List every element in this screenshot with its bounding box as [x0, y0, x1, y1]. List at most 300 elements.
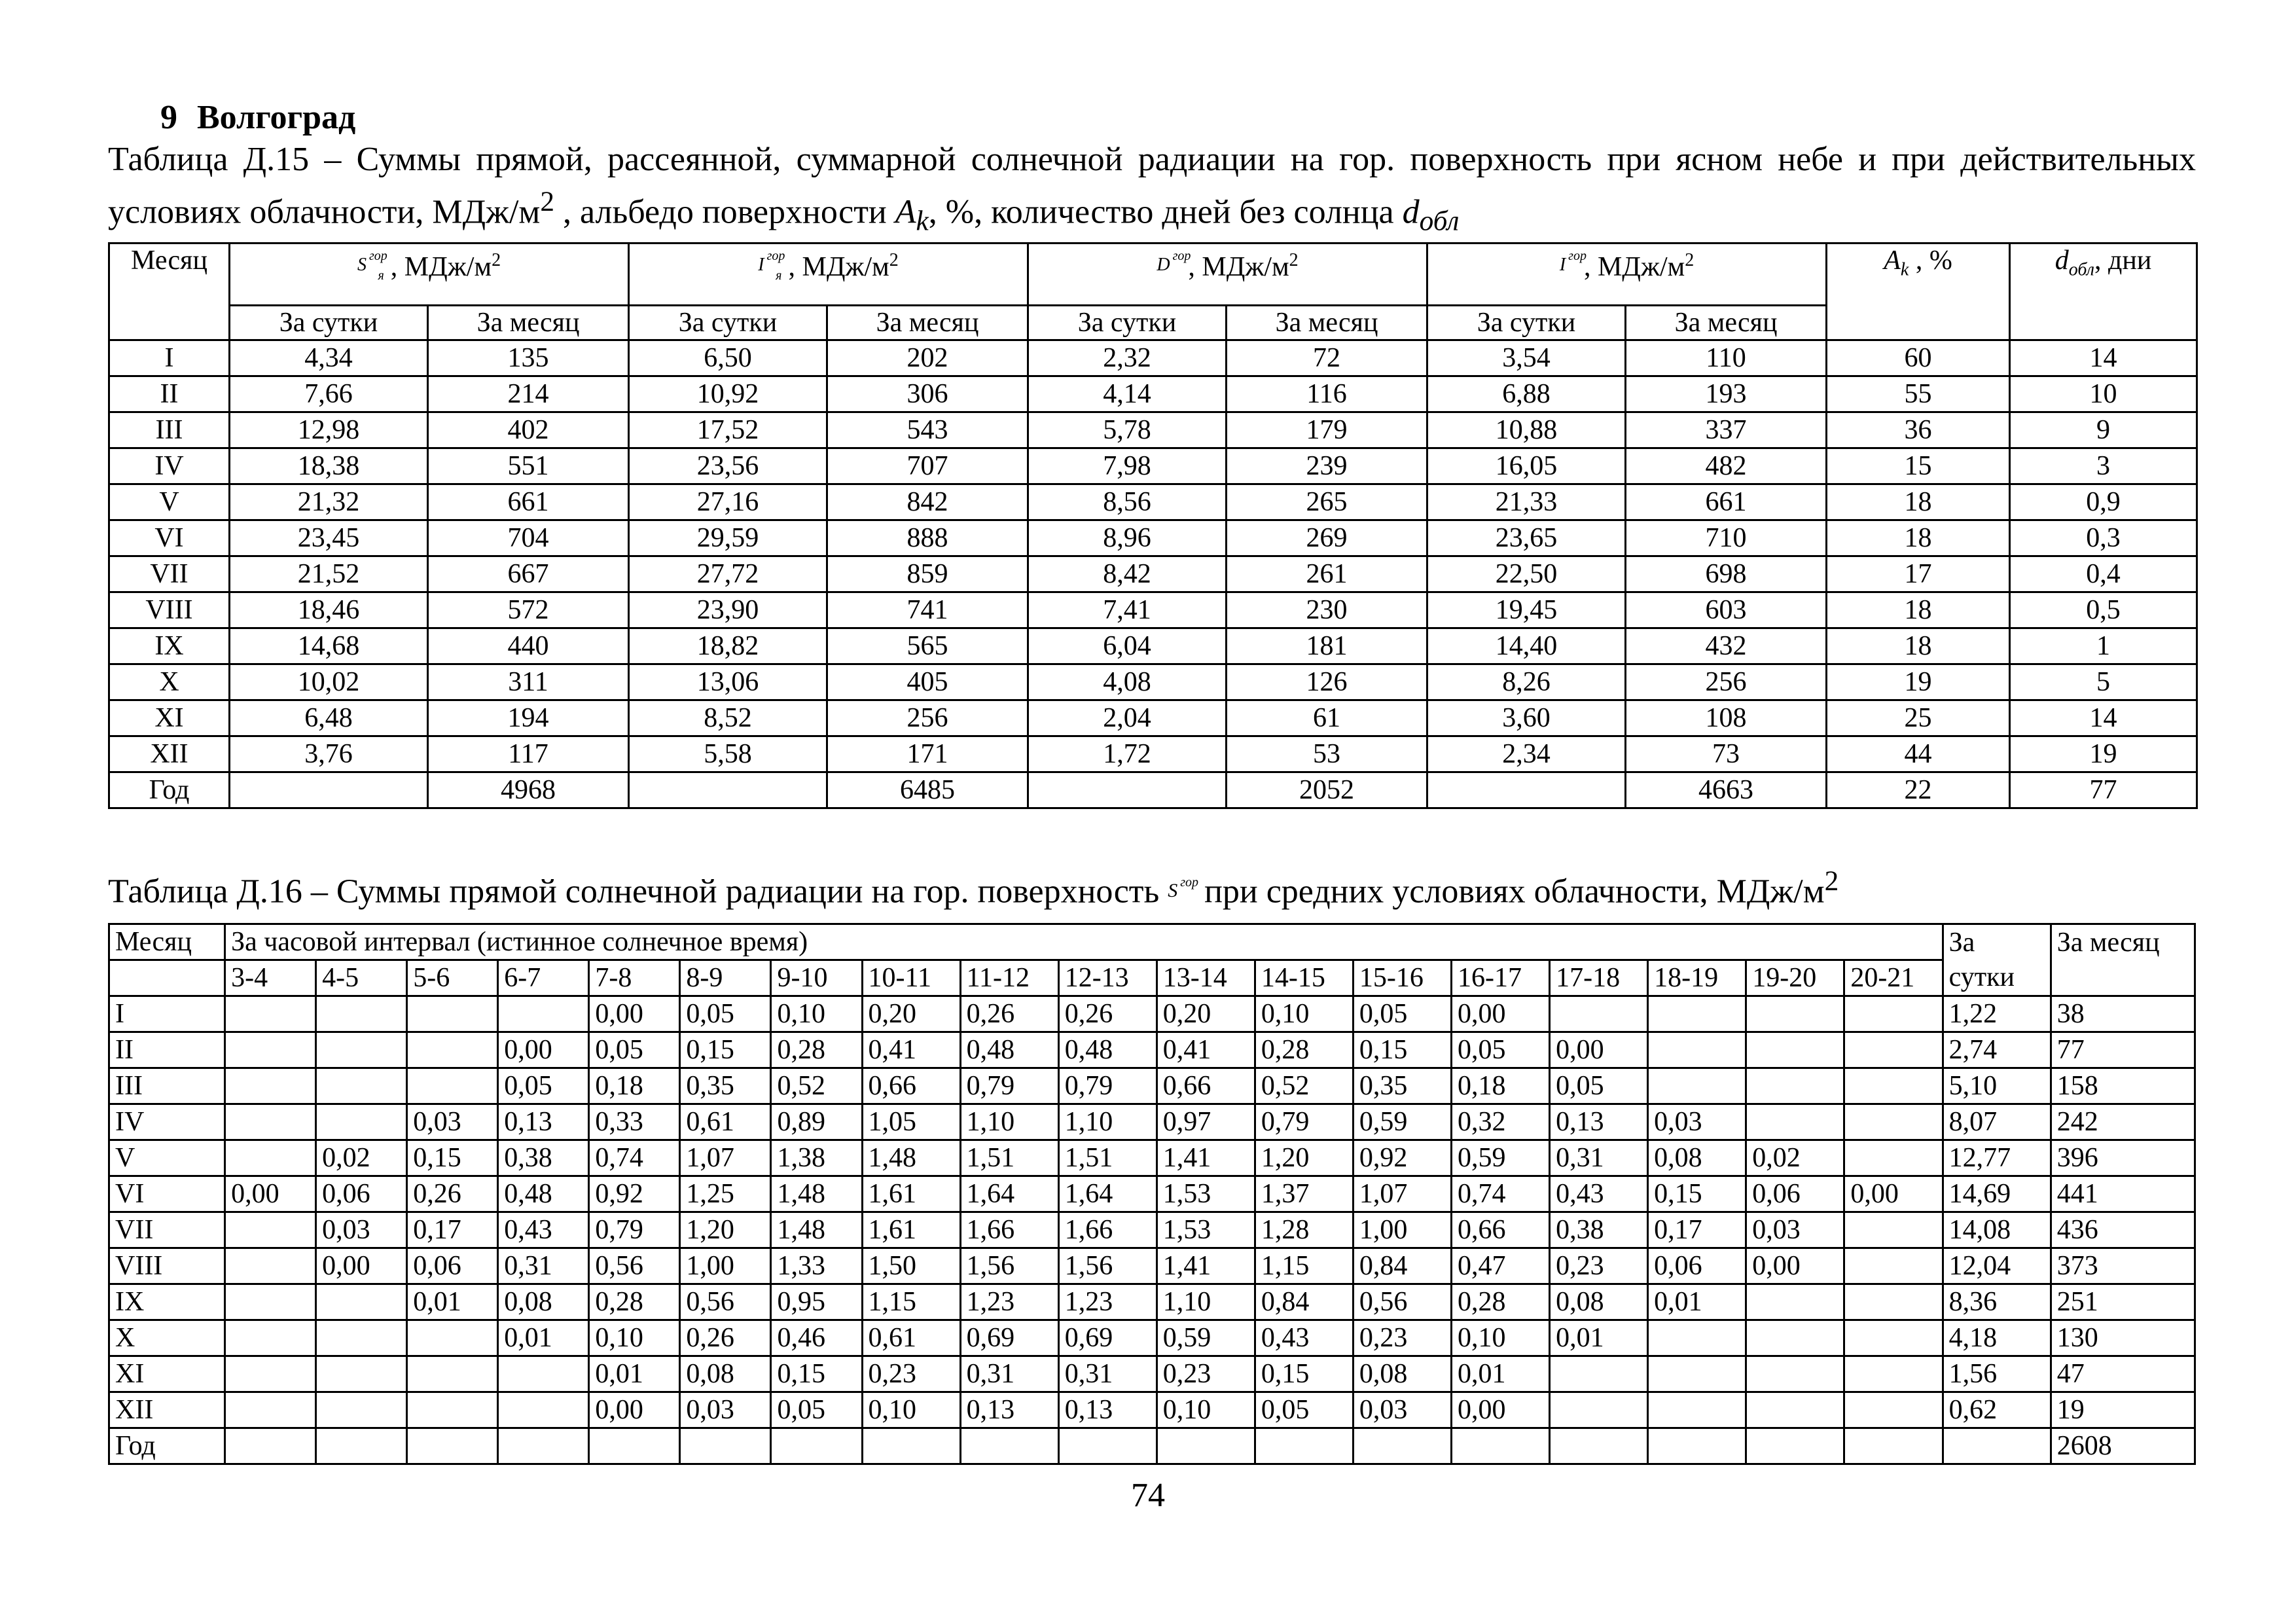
table2-hour-header: 9-10 — [771, 960, 862, 996]
table2-row — [109, 1284, 2195, 1320]
table2-cell: 0,15 — [1353, 1032, 1451, 1068]
table2-cell: 0,61 — [680, 1104, 771, 1140]
table1-cell: 8,96 — [1028, 520, 1227, 556]
table2-cell — [1844, 1392, 1943, 1428]
table2-cell: 12,04 — [1943, 1248, 2051, 1284]
table1-cell: 551 — [428, 448, 629, 484]
table1-caption-sup: 2 — [540, 186, 555, 217]
table2-cell: 0,26 — [960, 996, 1058, 1032]
table2-cell — [225, 1032, 316, 1068]
table2-cell — [862, 1428, 960, 1464]
table2-hour-header: 17-18 — [1550, 960, 1648, 996]
table1-cell: 741 — [827, 592, 1028, 628]
table2-cell: 0,84 — [1255, 1284, 1353, 1320]
table1-header-i: I $^{гор}$, МДж/$м^2$ — [1427, 243, 1827, 305]
table2-cell — [1746, 996, 1844, 1032]
table2-cell: 0,23 — [1353, 1320, 1451, 1356]
table2-cell — [1844, 1356, 1943, 1392]
table2-cell — [1648, 1392, 1746, 1428]
table2-cell: 0,41 — [1157, 1032, 1255, 1068]
table1-cell: 126 — [1227, 664, 1427, 700]
table2-cell: 0,13 — [1058, 1392, 1157, 1428]
table2-cell: 0,05 — [1353, 996, 1451, 1032]
table2-cell: 0,01 — [1648, 1284, 1746, 1320]
table2-cell — [1157, 1428, 1255, 1464]
table1-caption — [108, 139, 2196, 242]
table2-cell — [1648, 1068, 1746, 1104]
table1-caption-d-sub: обл — [1419, 205, 1460, 237]
table1-caption-ak-sub: k — [916, 205, 929, 237]
table1-cell: 15 — [1827, 448, 2010, 484]
table2-cell — [1844, 1212, 1943, 1248]
table1-cell: 9 — [2010, 412, 2197, 448]
table1-cell: 55 — [1827, 376, 2010, 412]
table2-cell: 0,00 — [1452, 1392, 1550, 1428]
table2-cell — [1746, 1284, 1844, 1320]
table2-cell: 0,43 — [1550, 1176, 1648, 1212]
table1-cell: 135 — [428, 340, 629, 376]
table2-cell: 2,74 — [1943, 1032, 2051, 1068]
table2-hour-header: 16-17 — [1452, 960, 1550, 996]
table2-cell: 1,48 — [771, 1176, 862, 1212]
table2-cell: 0,00 — [1844, 1176, 1943, 1212]
table1-header-d: D $^{гор}$, МДж/$м^2$ — [1028, 243, 1427, 305]
table1-cell: 23,90 — [629, 592, 827, 628]
table2-hour-header: 3-4 — [225, 960, 316, 996]
table1-cell: 842 — [827, 484, 1028, 520]
table1-cell: 306 — [827, 376, 1028, 412]
table1-cell — [1028, 772, 1227, 808]
table1-cell: 256 — [827, 700, 1028, 736]
table2-cell: 1,10 — [1157, 1284, 1255, 1320]
table2-cell: 0,00 — [1452, 996, 1550, 1032]
table2-header-day-bottom: сутки — [1943, 960, 2051, 996]
table1-cell: 14 — [2010, 700, 2197, 736]
table2-cell: 1,33 — [771, 1248, 862, 1284]
table2-cell: 0,01 — [498, 1320, 589, 1356]
table1-cell: 27,16 — [629, 484, 827, 520]
table1-cell: 7,41 — [1028, 592, 1227, 628]
table2-cell: 0,43 — [1255, 1320, 1353, 1356]
table1-cell: 440 — [428, 628, 629, 664]
table2-cell: 1,56 — [1943, 1356, 2051, 1392]
table1-month-cell: Год — [109, 772, 230, 808]
table1-cell: 23,45 — [230, 520, 428, 556]
table2-row — [109, 1032, 2195, 1068]
table2-cell — [316, 1320, 407, 1356]
table2-cell: 1,66 — [1058, 1212, 1157, 1248]
table1-cell: 12,98 — [230, 412, 428, 448]
table2-cell: 0,26 — [407, 1176, 498, 1212]
table1-cell: 73 — [1626, 736, 1827, 772]
table2-hour-header: 19-20 — [1746, 960, 1844, 996]
table2-cell — [225, 1248, 316, 1284]
table1-cell: 5 — [2010, 664, 2197, 700]
table1-cell: 603 — [1626, 592, 1827, 628]
table1-cell: 239 — [1227, 448, 1427, 484]
document-page — [108, 97, 2196, 1465]
table2-cell: 0,35 — [680, 1068, 771, 1104]
table2-cell: 0,05 — [1452, 1032, 1550, 1068]
table2-cell — [498, 1428, 589, 1464]
table2-cell: 0,03 — [1353, 1392, 1451, 1428]
table2-cell: 0,26 — [680, 1320, 771, 1356]
table2-cell: 1,00 — [680, 1248, 771, 1284]
table1-row — [109, 700, 2197, 736]
table2-cell: 0,59 — [1452, 1140, 1550, 1176]
table2-cell: 0,03 — [407, 1104, 498, 1140]
table2-cell — [1844, 1032, 1943, 1068]
table2-cell: 0,35 — [1353, 1068, 1451, 1104]
table1-cell: 3,54 — [1427, 340, 1626, 376]
table1-header-days: $d_{обл}$, дни — [2010, 243, 2197, 340]
table2-cell: 0,31 — [960, 1356, 1058, 1392]
table2-cell: 0,15 — [407, 1140, 498, 1176]
table2-cell: 1,25 — [680, 1176, 771, 1212]
table2-cell: 0,15 — [771, 1356, 862, 1392]
table2-cell: 2608 — [2051, 1428, 2195, 1464]
table1-cell: 23,65 — [1427, 520, 1626, 556]
table2-cell: 0,79 — [1255, 1104, 1353, 1140]
table2-cell: 0,38 — [1550, 1212, 1648, 1248]
table2-cell: 0,10 — [1452, 1320, 1550, 1356]
table2-header-interval: За часовой интервал (истинное солнечное время) — [225, 924, 1943, 960]
table1-cell: 256 — [1626, 664, 1827, 700]
table1-header-i-ya: I $^{гор}_я$ , МДж/$м^2$ — [629, 243, 1028, 305]
table2-cell: 1,15 — [862, 1284, 960, 1320]
table2-hour-header: 15-16 — [1353, 960, 1451, 996]
table1-subheader-day: За сутки — [230, 305, 428, 340]
table1-row — [109, 736, 2197, 772]
table2-cell: 0,79 — [960, 1068, 1058, 1104]
table2-row — [109, 1356, 2195, 1392]
table2-cell: 0,23 — [1550, 1248, 1648, 1284]
table1-row — [109, 448, 2197, 484]
table1-cell: 19 — [1827, 664, 2010, 700]
table2-cell: 0,13 — [960, 1392, 1058, 1428]
table2-cell: 0,23 — [1157, 1356, 1255, 1392]
table2-cell: 1,37 — [1255, 1176, 1353, 1212]
table1-cell: 179 — [1227, 412, 1427, 448]
table1-cell: 0,3 — [2010, 520, 2197, 556]
table1-cell: 18 — [1827, 520, 2010, 556]
table1-cell: 21,32 — [230, 484, 428, 520]
table2-cell: 441 — [2051, 1176, 2195, 1212]
table2-month-cell: VII — [109, 1212, 225, 1248]
table2-month-cell: V — [109, 1140, 225, 1176]
table1-month-cell: VIII — [109, 592, 230, 628]
table2-cell: 0,38 — [498, 1140, 589, 1176]
table2-cell: 1,41 — [1157, 1248, 1255, 1284]
table1-header-s: S $^{гор}_я$ , МДж/$м^2$ — [230, 243, 629, 305]
table2-cell: 0,00 — [225, 1176, 316, 1212]
table2-month-cell: II — [109, 1032, 225, 1068]
table1-cell: 2052 — [1227, 772, 1427, 808]
table1-cell: 18 — [1827, 484, 2010, 520]
table2-cell: 0,74 — [589, 1140, 680, 1176]
table1-cell: 859 — [827, 556, 1028, 592]
table2-cell — [1058, 1428, 1157, 1464]
table2-cell: 0,15 — [1255, 1356, 1353, 1392]
table2-cell — [1844, 1140, 1943, 1176]
table2-cell: 0,92 — [589, 1176, 680, 1212]
table1-cell: 4968 — [428, 772, 629, 808]
table2-month-cell: X — [109, 1320, 225, 1356]
table2-cell — [1648, 1032, 1746, 1068]
table1-cell: 269 — [1227, 520, 1427, 556]
table1-cell: 667 — [428, 556, 629, 592]
table2-cell: 0,06 — [1648, 1248, 1746, 1284]
section-heading — [160, 97, 2196, 139]
table2-cell — [225, 996, 316, 1032]
table2-cell — [316, 1356, 407, 1392]
table1-cell: 4,08 — [1028, 664, 1227, 700]
table2-row — [109, 1212, 2195, 1248]
table2-cell: 1,23 — [1058, 1284, 1157, 1320]
table2-hour-header: 11-12 — [960, 960, 1058, 996]
table2-cell: 0,31 — [498, 1248, 589, 1284]
table2-cell: 1,64 — [960, 1176, 1058, 1212]
table2-cell: 0,03 — [1746, 1212, 1844, 1248]
table1-cell: 171 — [827, 736, 1028, 772]
table2-cell: 0,00 — [1746, 1248, 1844, 1284]
table1-month-cell: II — [109, 376, 230, 412]
table1-cell: 3,60 — [1427, 700, 1626, 736]
table2-cell — [1648, 996, 1746, 1032]
table1-cell: 25 — [1827, 700, 2010, 736]
table1-cell: 22 — [1827, 772, 2010, 808]
table2-cell: 0,00 — [589, 1392, 680, 1428]
table1-cell: 543 — [827, 412, 1028, 448]
table1-cell: 4663 — [1626, 772, 1827, 808]
table2-cell: 1,61 — [862, 1176, 960, 1212]
table1-cell: 202 — [827, 340, 1028, 376]
table2-hours-row — [109, 960, 2195, 996]
table1-cell: 23,56 — [629, 448, 827, 484]
table1-cell: 4,14 — [1028, 376, 1227, 412]
table1-cell: 17,52 — [629, 412, 827, 448]
table1-cell: 1 — [2010, 628, 2197, 664]
table1-cell: 19,45 — [1427, 592, 1626, 628]
table2-cell: 0,23 — [862, 1356, 960, 1392]
table2-cell: 0,05 — [589, 1032, 680, 1068]
table2-cell: 0,97 — [1157, 1104, 1255, 1140]
table2-cell: 1,20 — [680, 1212, 771, 1248]
table1-cell: 27,72 — [629, 556, 827, 592]
table2-cell — [498, 1392, 589, 1428]
table2-cell — [1746, 1356, 1844, 1392]
table2-row — [109, 1140, 2195, 1176]
table2-header-month: Месяц — [109, 924, 225, 960]
table2-cell — [1844, 1104, 1943, 1140]
table1-cell: 6,50 — [629, 340, 827, 376]
table2-cell: 0,28 — [1452, 1284, 1550, 1320]
table2-cell: 0,10 — [589, 1320, 680, 1356]
table1-cell: 0,4 — [2010, 556, 2197, 592]
table2-cell — [498, 996, 589, 1032]
table1-month-cell: VII — [109, 556, 230, 592]
table2-cell: 0,28 — [771, 1032, 862, 1068]
table2-cell: 0,95 — [771, 1284, 862, 1320]
table2-cell: 12,77 — [1943, 1140, 2051, 1176]
table2-cell: 77 — [2051, 1032, 2195, 1068]
table1-cell: 707 — [827, 448, 1028, 484]
table2-cell: 1,50 — [862, 1248, 960, 1284]
table2-caption-text: Таблица Д.16 – Суммы прямой солнечной радиации на гор. поверхность — [108, 873, 1168, 911]
table2-cell — [960, 1428, 1058, 1464]
table2-row — [109, 1392, 2195, 1428]
table1-cell: 432 — [1626, 628, 1827, 664]
table1-cell: 21,33 — [1427, 484, 1626, 520]
table2-cell — [1550, 996, 1648, 1032]
table1-cell: 0,5 — [2010, 592, 2197, 628]
hourly-radiation-table-d16 — [108, 923, 2196, 1465]
table2-cell: 0,33 — [589, 1104, 680, 1140]
table2-cell — [316, 1428, 407, 1464]
table2-cell: 0,17 — [407, 1212, 498, 1248]
table1-cell: 19 — [2010, 736, 2197, 772]
table2-cell: 0,79 — [589, 1212, 680, 1248]
table2-cell: 0,20 — [862, 996, 960, 1032]
table2-cell — [225, 1140, 316, 1176]
table1-cell: 17 — [1827, 556, 2010, 592]
table2-cell: 4,18 — [1943, 1320, 2051, 1356]
table2-cell: 8,07 — [1943, 1104, 2051, 1140]
table1-cell: 311 — [428, 664, 629, 700]
table2-cell: 0,48 — [960, 1032, 1058, 1068]
table2-cell — [589, 1428, 680, 1464]
table1-cell — [629, 772, 827, 808]
table1-cell: 110 — [1626, 340, 1827, 376]
table1-cell — [1427, 772, 1626, 808]
table2-caption-sup: 2 — [1824, 865, 1839, 897]
table2-cell: 0,31 — [1550, 1140, 1648, 1176]
table2-cell: 0,52 — [1255, 1068, 1353, 1104]
table2-cell: 8,36 — [1943, 1284, 2051, 1320]
table1-subheader-month: За месяц — [428, 305, 629, 340]
table1-cell: 698 — [1626, 556, 1827, 592]
table2-cell — [1550, 1428, 1648, 1464]
table1-cell: 6485 — [827, 772, 1028, 808]
table1-month-cell: X — [109, 664, 230, 700]
table2-cell: 1,53 — [1157, 1176, 1255, 1212]
table2-cell — [316, 1104, 407, 1140]
table1-cell: 18 — [1827, 628, 2010, 664]
table2-cell — [1844, 1428, 1943, 1464]
table2-hour-header: 4-5 — [316, 960, 407, 996]
table2-hour-header: 7-8 — [589, 960, 680, 996]
table2-cell: 1,51 — [1058, 1140, 1157, 1176]
table2-body — [109, 996, 2195, 1464]
table2-cell: 0,06 — [1746, 1176, 1844, 1212]
table2-month-cell: XI — [109, 1356, 225, 1392]
table2-cell — [407, 996, 498, 1032]
table1-month-cell: XII — [109, 736, 230, 772]
table2-cell — [1353, 1428, 1451, 1464]
table2-cell — [316, 996, 407, 1032]
table1-cell: 16,05 — [1427, 448, 1626, 484]
table2-cell: 0,10 — [771, 996, 862, 1032]
table2-cell: 0,05 — [1255, 1392, 1353, 1428]
table1-cell: 21,52 — [230, 556, 428, 592]
table2-cell: 0,06 — [316, 1176, 407, 1212]
table1-caption-text: Таблица Д.15 – Суммы прямой, рассеянной, суммарной солнечной радиации на гор. поверхность при ясном небе и при действительных условиях облачности, МДж/м — [108, 141, 2196, 231]
table2-cell: 0,03 — [1648, 1104, 1746, 1140]
table2-cell — [225, 1356, 316, 1392]
table2-cell: 0,59 — [1353, 1104, 1451, 1140]
table2-cell: 1,48 — [771, 1212, 862, 1248]
table2-cell: 1,56 — [960, 1248, 1058, 1284]
table1-cell: 230 — [1227, 592, 1427, 628]
table2-cell: 0,10 — [862, 1392, 960, 1428]
table2-cell — [225, 1068, 316, 1104]
table1-cell: 261 — [1227, 556, 1427, 592]
table2-row — [109, 1104, 2195, 1140]
table2-cell — [1844, 1248, 1943, 1284]
table2-cell — [225, 1392, 316, 1428]
table2-cell — [407, 1068, 498, 1104]
table1-cell: 337 — [1626, 412, 1827, 448]
table2-cell: 0,84 — [1353, 1248, 1451, 1284]
table1-caption-mid: , альбедо поверхности — [554, 193, 895, 231]
table1-cell: 8,56 — [1028, 484, 1227, 520]
table1-cell: 61 — [1227, 700, 1427, 736]
table2-cell — [1648, 1356, 1746, 1392]
table1-cell: 116 — [1227, 376, 1427, 412]
table2-cell: 0,10 — [1255, 996, 1353, 1032]
table1-cell: 565 — [827, 628, 1028, 664]
table2-cell: 0,08 — [1648, 1140, 1746, 1176]
table2-month-cell: I — [109, 996, 225, 1032]
table2-cell: 130 — [2051, 1320, 2195, 1356]
table2-cell: 47 — [2051, 1356, 2195, 1392]
table1-cell: 18,82 — [629, 628, 827, 664]
table2-cell: 242 — [2051, 1104, 2195, 1140]
table2-cell — [225, 1284, 316, 1320]
table2-hour-header: 14-15 — [1255, 960, 1353, 996]
table2-hour-header: 5-6 — [407, 960, 498, 996]
table2-cell: 1,51 — [960, 1140, 1058, 1176]
table2-cell: 0,08 — [1550, 1284, 1648, 1320]
table2-cell — [225, 1320, 316, 1356]
table1-cell: 193 — [1626, 376, 1827, 412]
table2-cell: 0,74 — [1452, 1176, 1550, 1212]
table2-cell: 0,02 — [316, 1140, 407, 1176]
table2-month-cell: IX — [109, 1284, 225, 1320]
table2-row — [109, 1068, 2195, 1104]
table1-cell: 14,40 — [1427, 628, 1626, 664]
table2-cell — [1844, 996, 1943, 1032]
table2-cell: 1,22 — [1943, 996, 2051, 1032]
table2-header-row — [109, 924, 2195, 960]
table2-hour-header: 10-11 — [862, 960, 960, 996]
table1-subheader-day: За сутки — [629, 305, 827, 340]
table1-cell: 14,68 — [230, 628, 428, 664]
table2-cell — [1746, 1068, 1844, 1104]
table2-cell: 0,43 — [498, 1212, 589, 1248]
table2-cell — [225, 1104, 316, 1140]
table1-cell: 44 — [1827, 736, 2010, 772]
section-number: 9 — [160, 99, 177, 136]
table2-hour-header: 12-13 — [1058, 960, 1157, 996]
table2-cell — [1746, 1320, 1844, 1356]
table1-cell: 572 — [428, 592, 629, 628]
table2-cell — [1550, 1392, 1648, 1428]
table2-row — [109, 1320, 2195, 1356]
table2-hour-header: 8-9 — [680, 960, 771, 996]
table2-month-cell: Год — [109, 1428, 225, 1464]
table2-cell: 1,15 — [1255, 1248, 1353, 1284]
